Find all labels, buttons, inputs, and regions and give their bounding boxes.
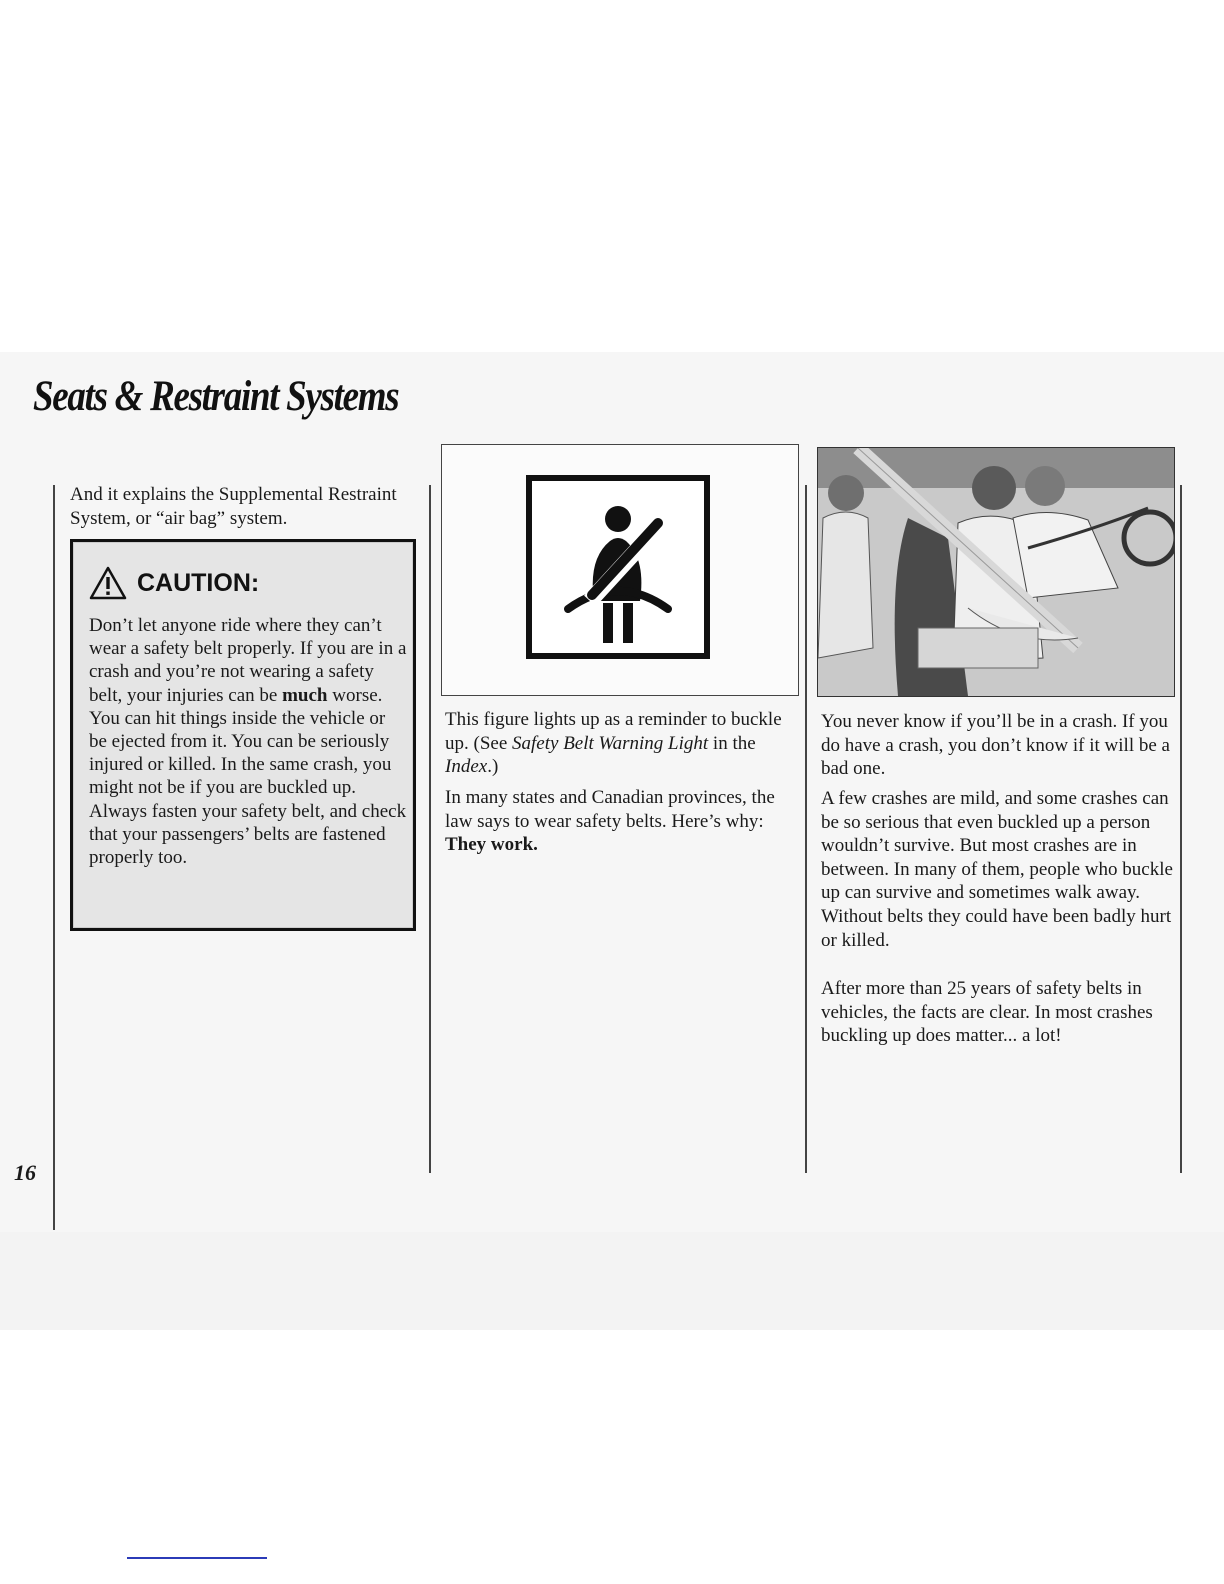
illustration-people-wearing-belts — [817, 447, 1175, 697]
caption-index-reference: Index — [445, 756, 488, 778]
page-title: Seats & Restraint Systems — [33, 373, 399, 420]
facts-paragraph: After more than 25 years of safety belts in vehicles, the facts are clear. In most crashes buckling up does matter... a lot! — [821, 978, 1153, 1047]
caution-emphasis: much — [282, 684, 328, 706]
intro-paragraph: And it explains the Supplemental Restraint System, or “air bag” system. — [70, 484, 397, 529]
caution-header — [89, 566, 259, 600]
caution-text-part: Don’t let anyone ride where they can’t wear a safety belt properly. If you are in a crash and you’re not wearing a safety belt, your injuries can be — [89, 615, 407, 706]
figure-frame — [441, 444, 799, 696]
column-rule-middle — [429, 485, 431, 1173]
caution-label: CAUTION: — [137, 568, 260, 597]
column-rule-right — [805, 485, 807, 1173]
passengers-illustration — [818, 448, 1174, 696]
seatbelt-figure-icon — [532, 481, 704, 653]
caution-box — [70, 539, 416, 931]
law-text: In many states and Canadian provinces, the law says to wear safety belts. Here’s why: — [445, 787, 775, 832]
column-rule-left — [53, 485, 55, 1230]
caution-text — [89, 614, 407, 869]
law-paragraph — [445, 786, 797, 857]
caption-text: .) — [487, 756, 499, 778]
footer-link-underline — [127, 1557, 267, 1559]
column-rule-far-right — [1180, 485, 1182, 1173]
caption-text: in the — [708, 732, 756, 754]
caption-text: This figure lights up as a reminder to buckle up. (See — [445, 709, 782, 754]
caution-text-part: worse. You can hit things inside the vehicle or be ejected from it. You can be seriously injured or killed. In the same crash, you might not be if you are buckled up. Always fasten your safety belt, and check that your passengers’ belts are fastened properly too. — [89, 684, 407, 869]
page-number: 16 — [14, 1160, 36, 1185]
warning-triangle-icon — [89, 566, 127, 600]
safety-belt-warning-icon — [526, 475, 710, 659]
caption-reference: Safety Belt Warning Light — [512, 732, 709, 754]
crash-types-paragraph: A few crashes are mild, and some crashes can be so serious that even buckled up a person wouldn’t survive. But most crashes are in between. In many of them, people who buckle up can survive and sometimes walk away. Without belts they could have been badly hurt or killed. — [821, 788, 1173, 951]
figure-caption-paragraph — [445, 708, 795, 779]
law-emphasis: They work. — [445, 834, 538, 856]
page-bottom-band — [0, 1232, 1224, 1330]
crash-paragraph: You never know if you’ll be in a crash. If you do have a crash, you don’t know if it will be a bad one. — [821, 711, 1170, 780]
